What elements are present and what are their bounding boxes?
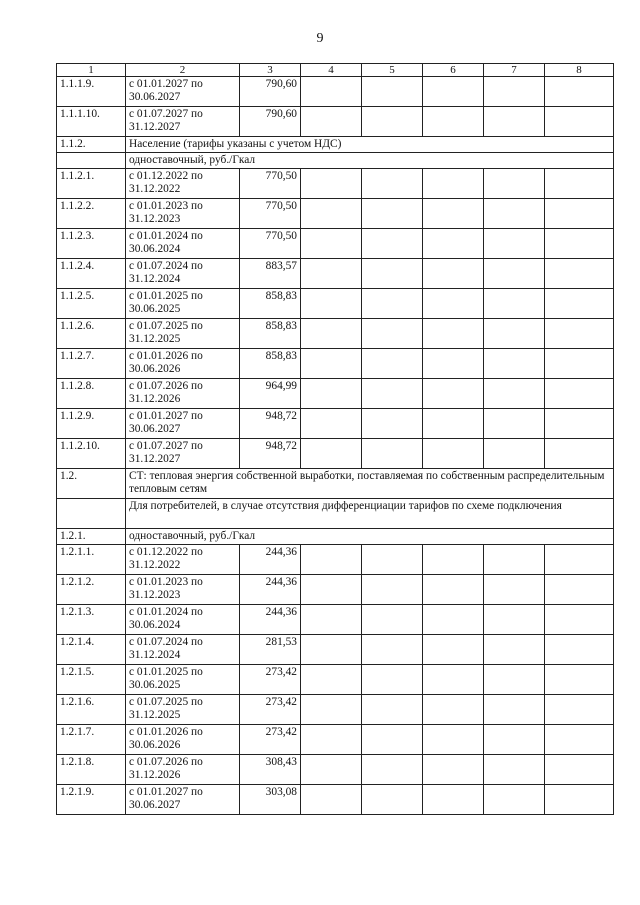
empty-cell xyxy=(484,725,545,755)
table-row xyxy=(57,107,614,137)
empty-cell xyxy=(545,77,614,107)
table-row xyxy=(57,229,614,259)
row-code: 1.1.2.6. xyxy=(57,319,126,349)
table-row xyxy=(57,755,614,785)
empty-cell xyxy=(362,755,423,785)
empty-cell xyxy=(484,409,545,439)
row-period: с 01.12.2022 по 31.12.2022 xyxy=(126,169,240,199)
row-period: с 01.12.2022 по 31.12.2022 xyxy=(126,545,240,575)
empty-cell xyxy=(362,409,423,439)
row-code: 1.2.1.8. xyxy=(57,755,126,785)
row-code: 1.2.1.3. xyxy=(57,605,126,635)
row-tariff-value: 948,72 xyxy=(240,409,301,439)
empty-cell xyxy=(423,379,484,409)
row-code: 1.2.1.9. xyxy=(57,785,126,815)
section-heading: СТ: тепловая энергия собственной выработки, поставляемая по собственным распределительным тепловым сетям xyxy=(126,469,614,499)
row-period: с 01.07.2027 по 31.12.2027 xyxy=(126,439,240,469)
row-code: 1.1.2.1. xyxy=(57,169,126,199)
table-row xyxy=(57,725,614,755)
row-tariff-value: 770,50 xyxy=(240,229,301,259)
empty-cell xyxy=(301,785,362,815)
empty-cell xyxy=(545,725,614,755)
row-code: 1.1.2.10. xyxy=(57,439,126,469)
table-row xyxy=(57,153,614,169)
table-row xyxy=(57,529,614,545)
empty-cell xyxy=(484,229,545,259)
empty-cell xyxy=(545,107,614,137)
empty-cell xyxy=(545,259,614,289)
empty-cell xyxy=(484,349,545,379)
empty-cell xyxy=(423,259,484,289)
empty-cell xyxy=(484,77,545,107)
empty-cell xyxy=(423,289,484,319)
empty-cell xyxy=(423,785,484,815)
table-row xyxy=(57,137,614,153)
empty-cell xyxy=(423,695,484,725)
page-number: 9 xyxy=(316,31,324,46)
empty-cell xyxy=(484,379,545,409)
empty-cell xyxy=(484,439,545,469)
row-code: 1.1.2.7. xyxy=(57,349,126,379)
empty-cell xyxy=(545,785,614,815)
row-period: с 01.01.2023 по 31.12.2023 xyxy=(126,199,240,229)
row-code: 1.2.1. xyxy=(57,529,126,545)
row-code: 1.2.1.7. xyxy=(57,725,126,755)
empty-cell xyxy=(301,635,362,665)
row-tariff-value: 244,36 xyxy=(240,605,301,635)
header-cell: 8 xyxy=(545,64,614,77)
row-code: 1.2.1.1. xyxy=(57,545,126,575)
row-tariff-value: 858,83 xyxy=(240,289,301,319)
empty-cell xyxy=(301,379,362,409)
section-heading: Население (тарифы указаны с учетом НДС) xyxy=(126,137,614,153)
empty-cell xyxy=(301,259,362,289)
empty-cell xyxy=(301,409,362,439)
empty-cell xyxy=(362,379,423,409)
empty-cell xyxy=(423,439,484,469)
row-period: с 01.01.2023 по 31.12.2023 xyxy=(126,575,240,605)
empty-cell xyxy=(301,349,362,379)
empty-cell xyxy=(484,545,545,575)
row-tariff-value: 303,08 xyxy=(240,785,301,815)
empty-cell xyxy=(545,635,614,665)
row-period: с 01.01.2027 по 30.06.2027 xyxy=(126,77,240,107)
empty-cell xyxy=(301,665,362,695)
empty-cell xyxy=(545,545,614,575)
table-row xyxy=(57,695,614,725)
empty-cell xyxy=(423,349,484,379)
empty-cell xyxy=(545,439,614,469)
empty-cell xyxy=(423,409,484,439)
row-code: 1.2.1.4. xyxy=(57,635,126,665)
header-cell: 3 xyxy=(240,64,301,77)
empty-cell xyxy=(484,107,545,137)
row-code: 1.2.1.6. xyxy=(57,695,126,725)
empty-cell xyxy=(545,575,614,605)
row-code: 1.1.2.4. xyxy=(57,259,126,289)
table-row xyxy=(57,409,614,439)
row-tariff-value: 273,42 xyxy=(240,725,301,755)
row-period: с 01.01.2024 по 30.06.2024 xyxy=(126,229,240,259)
section-heading: одноставочный, руб./Гкал xyxy=(126,529,614,545)
table-row xyxy=(57,379,614,409)
row-tariff-value: 858,83 xyxy=(240,349,301,379)
empty-cell xyxy=(545,409,614,439)
empty-cell xyxy=(423,575,484,605)
table-row xyxy=(57,77,614,107)
row-period: с 01.01.2024 по 30.06.2024 xyxy=(126,605,240,635)
empty-cell xyxy=(301,695,362,725)
tariff-table xyxy=(56,63,614,815)
table-row xyxy=(57,665,614,695)
table-row xyxy=(57,545,614,575)
empty-cell xyxy=(301,107,362,137)
empty-cell xyxy=(362,199,423,229)
table-row xyxy=(57,169,614,199)
empty-cell xyxy=(362,785,423,815)
header-row xyxy=(57,64,614,77)
row-code: 1.2.1.2. xyxy=(57,575,126,605)
row-period: с 01.01.2025 по 30.06.2025 xyxy=(126,665,240,695)
row-code: 1.1.2.3. xyxy=(57,229,126,259)
row-tariff-value: 948,72 xyxy=(240,439,301,469)
empty-cell xyxy=(545,169,614,199)
row-period: с 01.07.2025 по 31.12.2025 xyxy=(126,695,240,725)
empty-cell xyxy=(362,605,423,635)
empty-cell xyxy=(362,77,423,107)
empty-cell xyxy=(423,545,484,575)
empty-cell xyxy=(423,229,484,259)
empty-cell xyxy=(301,755,362,785)
row-tariff-value: 273,42 xyxy=(240,695,301,725)
section-heading: Для потребителей, в случае отсутствия дифференциации тарифов по схеме подключения xyxy=(126,499,614,529)
empty-cell xyxy=(545,199,614,229)
row-code: 1.1.1.10. xyxy=(57,107,126,137)
table-row xyxy=(57,499,614,529)
empty-cell xyxy=(484,785,545,815)
empty-cell xyxy=(301,169,362,199)
row-period: с 01.07.2026 по 31.12.2026 xyxy=(126,379,240,409)
row-period: с 01.01.2026 по 30.06.2026 xyxy=(126,349,240,379)
table-row xyxy=(57,605,614,635)
row-period: с 01.07.2024 по 31.12.2024 xyxy=(126,635,240,665)
table-row xyxy=(57,575,614,605)
empty-cell xyxy=(362,319,423,349)
header-cell: 2 xyxy=(126,64,240,77)
empty-cell xyxy=(362,635,423,665)
row-tariff-value: 790,60 xyxy=(240,77,301,107)
row-period: с 01.01.2025 по 30.06.2025 xyxy=(126,289,240,319)
table-row xyxy=(57,319,614,349)
empty-cell xyxy=(362,229,423,259)
header-cell: 7 xyxy=(484,64,545,77)
empty-cell xyxy=(423,605,484,635)
row-code: 1.1.2.5. xyxy=(57,289,126,319)
row-code: 1.1.2. xyxy=(57,137,126,153)
row-code: 1.1.2.2. xyxy=(57,199,126,229)
empty-cell xyxy=(301,545,362,575)
empty-cell xyxy=(484,695,545,725)
row-tariff-value: 770,50 xyxy=(240,199,301,229)
empty-cell xyxy=(362,439,423,469)
table-row xyxy=(57,785,614,815)
empty-cell xyxy=(362,665,423,695)
table-row xyxy=(57,469,614,499)
empty-cell xyxy=(484,575,545,605)
empty-cell xyxy=(484,605,545,635)
table-row xyxy=(57,635,614,665)
empty-cell xyxy=(545,695,614,725)
empty-cell xyxy=(545,379,614,409)
empty-cell xyxy=(423,665,484,695)
row-tariff-value: 281,53 xyxy=(240,635,301,665)
empty-cell xyxy=(301,77,362,107)
empty-cell xyxy=(301,575,362,605)
row-tariff-value: 308,43 xyxy=(240,755,301,785)
empty-cell xyxy=(301,319,362,349)
empty-cell xyxy=(545,349,614,379)
row-tariff-value: 883,57 xyxy=(240,259,301,289)
empty-cell xyxy=(301,199,362,229)
empty-cell xyxy=(423,755,484,785)
row-code: 1.2.1.5. xyxy=(57,665,126,695)
header-cell: 1 xyxy=(57,64,126,77)
section-heading: одноставочный, руб./Гкал xyxy=(126,153,614,169)
row-code: 1.1.2.9. xyxy=(57,409,126,439)
empty-cell xyxy=(545,665,614,695)
row-code: 1.1.1.9. xyxy=(57,77,126,107)
row-period: с 01.07.2024 по 31.12.2024 xyxy=(126,259,240,289)
row-tariff-value: 273,42 xyxy=(240,665,301,695)
table-row xyxy=(57,199,614,229)
empty-cell xyxy=(362,107,423,137)
empty-cell xyxy=(301,289,362,319)
empty-cell xyxy=(301,605,362,635)
empty-cell xyxy=(545,229,614,259)
empty-cell xyxy=(423,77,484,107)
empty-cell xyxy=(301,439,362,469)
empty-cell xyxy=(423,319,484,349)
empty-cell xyxy=(545,755,614,785)
table-row xyxy=(57,289,614,319)
header-cell: 4 xyxy=(301,64,362,77)
row-code xyxy=(57,153,126,169)
empty-cell xyxy=(484,259,545,289)
empty-cell xyxy=(423,725,484,755)
row-tariff-value: 964,99 xyxy=(240,379,301,409)
row-period: с 01.07.2026 по 31.12.2026 xyxy=(126,755,240,785)
row-period: с 01.01.2026 по 30.06.2026 xyxy=(126,725,240,755)
empty-cell xyxy=(301,229,362,259)
empty-cell xyxy=(423,107,484,137)
empty-cell xyxy=(301,725,362,755)
empty-cell xyxy=(484,635,545,665)
empty-cell xyxy=(484,755,545,785)
empty-cell xyxy=(362,725,423,755)
table-row xyxy=(57,349,614,379)
empty-cell xyxy=(484,169,545,199)
row-period: с 01.07.2027 по 31.12.2027 xyxy=(126,107,240,137)
row-tariff-value: 858,83 xyxy=(240,319,301,349)
header-cell: 6 xyxy=(423,64,484,77)
empty-cell xyxy=(484,199,545,229)
row-tariff-value: 244,36 xyxy=(240,575,301,605)
empty-cell xyxy=(362,545,423,575)
empty-cell xyxy=(484,665,545,695)
row-tariff-value: 770,50 xyxy=(240,169,301,199)
table-row xyxy=(57,439,614,469)
row-code xyxy=(57,499,126,529)
row-period: с 01.01.2027 по 30.06.2027 xyxy=(126,409,240,439)
table-row xyxy=(57,259,614,289)
row-code: 1.2. xyxy=(57,469,126,499)
empty-cell xyxy=(484,289,545,319)
empty-cell xyxy=(545,289,614,319)
empty-cell xyxy=(423,169,484,199)
empty-cell xyxy=(484,319,545,349)
empty-cell xyxy=(423,199,484,229)
row-period: с 01.07.2025 по 31.12.2025 xyxy=(126,319,240,349)
empty-cell xyxy=(362,349,423,379)
empty-cell xyxy=(362,575,423,605)
empty-cell xyxy=(545,605,614,635)
empty-cell xyxy=(423,635,484,665)
row-period: с 01.01.2027 по 30.06.2027 xyxy=(126,785,240,815)
empty-cell xyxy=(362,695,423,725)
row-tariff-value: 244,36 xyxy=(240,545,301,575)
empty-cell xyxy=(362,259,423,289)
empty-cell xyxy=(362,169,423,199)
row-code: 1.1.2.8. xyxy=(57,379,126,409)
row-tariff-value: 790,60 xyxy=(240,107,301,137)
empty-cell xyxy=(362,289,423,319)
empty-cell xyxy=(545,319,614,349)
header-cell: 5 xyxy=(362,64,423,77)
